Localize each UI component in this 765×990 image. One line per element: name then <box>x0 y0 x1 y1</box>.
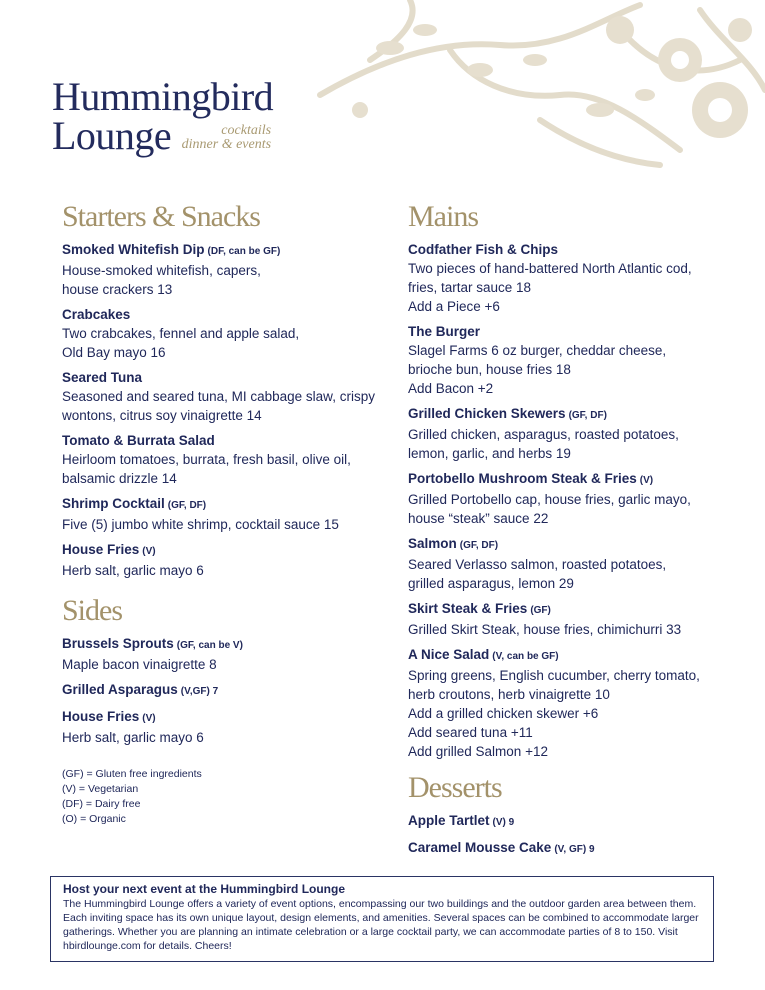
menu-item <box>408 811 728 832</box>
menu-item-tag: (GF, DF) <box>568 410 607 421</box>
dietary-legend <box>62 767 382 827</box>
menu-item <box>62 634 382 674</box>
menu-item-name-line <box>408 599 728 620</box>
menu-item <box>62 431 382 488</box>
menu-item-name: Apple Tartlet <box>408 813 490 828</box>
menu-item-description: grilled asparagus, lemon 29 <box>408 576 574 591</box>
menu-item <box>62 680 382 701</box>
menu-item-description: brioche bun, house fries 18 <box>408 362 571 377</box>
menu-item <box>62 240 382 299</box>
menu-item-description: herb croutons, herb vinaigrette 10 <box>408 687 610 702</box>
menu-item-description: Add a Piece +6 <box>408 299 500 314</box>
menu-item <box>408 599 728 639</box>
menu-item-description: Add Bacon +2 <box>408 381 494 396</box>
menu-item-name-line <box>62 634 382 655</box>
menu-item-description: Add a grilled chicken skewer +6 <box>408 706 599 721</box>
menu-item-name-line <box>62 540 382 561</box>
menu-item-name: Skirt Steak & Fries <box>408 601 528 616</box>
menu-item-tag: (GF, DF) <box>167 500 207 511</box>
menu-item-name: Portobello Mushroom Steak & Fries <box>408 471 637 486</box>
legend-entry: (DF) = Dairy free <box>62 798 141 810</box>
brand-name-line1: Hummingbird <box>52 74 274 119</box>
menu-item-name: Caramel Mousse Cake <box>408 840 552 855</box>
menu-item-name: Brussels Sprouts <box>62 636 174 651</box>
menu-item-tag: (GF, DF) <box>459 540 499 551</box>
menu-item-tag: (V) <box>142 546 156 557</box>
menu-item-description: Seasoned and seared tuna, MI cabbage slaw, crispy <box>62 389 375 404</box>
menu-item-tag: (V) 9 <box>492 817 515 828</box>
menu-item-tag: (GF) <box>530 605 551 616</box>
desserts-list <box>408 811 728 859</box>
events-box <box>50 876 714 962</box>
menu-item <box>408 404 728 463</box>
menu-item <box>62 305 382 362</box>
menu-item-tag: (V) <box>639 475 654 486</box>
menu-item-name-line <box>408 404 728 425</box>
sides-list <box>62 634 382 747</box>
menu-item-name-line <box>62 368 382 387</box>
menu-item-description: house “steak” sauce 22 <box>408 511 549 526</box>
menu-item-name-line <box>408 811 728 832</box>
menu-item-description: Add seared tuna +11 <box>408 725 533 740</box>
menu-item-description: Two pieces of hand-battered North Atlantic cod, <box>408 261 692 276</box>
menu-item-name: Crabcakes <box>62 307 131 322</box>
menu-item-name-line <box>62 707 382 728</box>
menu-item-description: house crackers 13 <box>62 282 173 297</box>
menu-item-name-line <box>408 322 728 341</box>
menu-item-name: The Burger <box>408 324 481 339</box>
sides-title: Sides <box>62 594 123 627</box>
menu-item <box>408 534 728 593</box>
menu-item-description: balsamic drizzle 14 <box>62 471 177 486</box>
menu-item-name: House Fries <box>62 709 140 724</box>
menu-item-description: House-smoked whitefish, capers, <box>62 263 261 278</box>
menu-item-description: Grilled chicken, asparagus, roasted potatoes, <box>408 427 679 442</box>
menu-item <box>408 838 728 859</box>
desserts-title: Desserts <box>408 771 502 804</box>
tagline-line1: cocktails <box>221 123 272 138</box>
menu-item-name: Smoked Whitefish Dip <box>62 242 205 257</box>
menu-item <box>408 469 728 528</box>
menu-item-description: lemon, garlic, and herbs 19 <box>408 446 571 461</box>
menu-item-description: Slagel Farms 6 oz burger, cheddar cheese, <box>408 343 667 358</box>
menu-item-name-line <box>408 534 728 555</box>
menu-item-name-line <box>62 431 382 450</box>
menu-item-tag: (V, GF) 9 <box>554 844 595 855</box>
menu-item-name-line <box>62 680 382 701</box>
menu-item-description: Grilled Portobello cap, house fries, garlic mayo, <box>408 492 691 507</box>
menu-item-description: wontons, citrus soy vinaigrette 14 <box>62 408 262 423</box>
mains-title: Mains <box>408 200 478 233</box>
menu-item-name-line <box>408 645 728 666</box>
brand-tagline <box>182 124 271 152</box>
brand-name-line2: Lounge <box>52 113 172 158</box>
menu-item-name: Salmon <box>408 536 457 551</box>
menu-item <box>408 322 728 398</box>
menu-item-tag: (DF, can be GF) <box>207 246 281 257</box>
events-description: The Hummingbird Lounge offers a variety of event options, encompassing our two buildings and the outdoor garden area between them. Each inviting space has its own unique layout, design elements, and amenities. Several spaces can be combined to accommodate larger gatherings. Whether you are planning an intimate celebration or a large cocktail party, we can accommodate parties of 8 to 150. Visit hbirdlounge.com for details. Cheers! <box>63 898 699 952</box>
menu-item-description: Heirloom tomatoes, burrata, fresh basil, olive oil, <box>62 452 351 467</box>
menu-item <box>408 645 728 761</box>
events-title: Host your next event at the Hummingbird Lounge <box>63 882 346 896</box>
menu-item-name: Tomato & Burrata Salad <box>62 433 215 448</box>
menu-item-name: House Fries <box>62 542 140 557</box>
menu-item-name-line <box>62 494 382 515</box>
menu-item-description: Herb salt, garlic mayo 6 <box>62 563 204 578</box>
logo <box>52 74 274 158</box>
menu-item-name: Seared Tuna <box>62 370 143 385</box>
right-column <box>408 200 728 865</box>
menu-item-description: Herb salt, garlic mayo 6 <box>62 730 204 745</box>
menu-item-name: A Nice Salad <box>408 647 490 662</box>
menu-item-description: Seared Verlasso salmon, roasted potatoes, <box>408 557 667 572</box>
menu-item-description: Five (5) jumbo white shrimp, cocktail sauce 15 <box>62 517 339 532</box>
menu-item <box>62 368 382 425</box>
menu-item-name-line <box>62 305 382 324</box>
legend-entry: (O) = Organic <box>62 813 126 825</box>
menu-item-description: Two crabcakes, fennel and apple salad, <box>62 326 300 341</box>
menu-item <box>408 240 728 316</box>
menu-item-name-line <box>408 838 728 859</box>
menu-item-description: Add grilled Salmon +12 <box>408 744 548 759</box>
menu-item-tag: (GF, can be V) <box>176 640 243 651</box>
starters-title: Starters & Snacks <box>62 200 260 233</box>
tagline-line2: dinner & events <box>181 137 272 152</box>
left-column <box>62 200 382 827</box>
menu-item-name: Shrimp Cocktail <box>62 496 165 511</box>
menu-item <box>62 540 382 580</box>
menu-item-tag: (V) <box>142 713 156 724</box>
menu-item-name: Grilled Chicken Skewers <box>408 406 566 421</box>
legend-entry: (V) = Vegetarian <box>62 783 139 795</box>
menu-item-name: Grilled Asparagus <box>62 682 178 697</box>
starters-list <box>62 240 382 580</box>
menu-item-name-line <box>408 469 728 490</box>
menu-item-description: fries, tartar sauce 18 <box>408 280 532 295</box>
menu-item-description: Maple bacon vinaigrette 8 <box>62 657 217 672</box>
menu-item-name-line <box>408 240 728 259</box>
menu-item-description: Spring greens, English cucumber, cherry tomato, <box>408 668 700 683</box>
menu-item <box>62 494 382 534</box>
menu-item-description: Grilled Skirt Steak, house fries, chimichurri 33 <box>408 622 682 637</box>
mains-list <box>408 240 728 761</box>
menu-item-name-line <box>62 240 382 261</box>
menu-item-description: Old Bay mayo 16 <box>62 345 166 360</box>
floral-ornament <box>300 0 765 175</box>
menu-item-name: Codfather Fish & Chips <box>408 242 559 257</box>
legend-entry: (GF) = Gluten free ingredients <box>62 768 202 780</box>
menu-item <box>62 707 382 747</box>
menu-item-tag: (V,GF) 7 <box>180 686 219 697</box>
menu-item-tag: (V, can be GF) <box>492 651 559 662</box>
